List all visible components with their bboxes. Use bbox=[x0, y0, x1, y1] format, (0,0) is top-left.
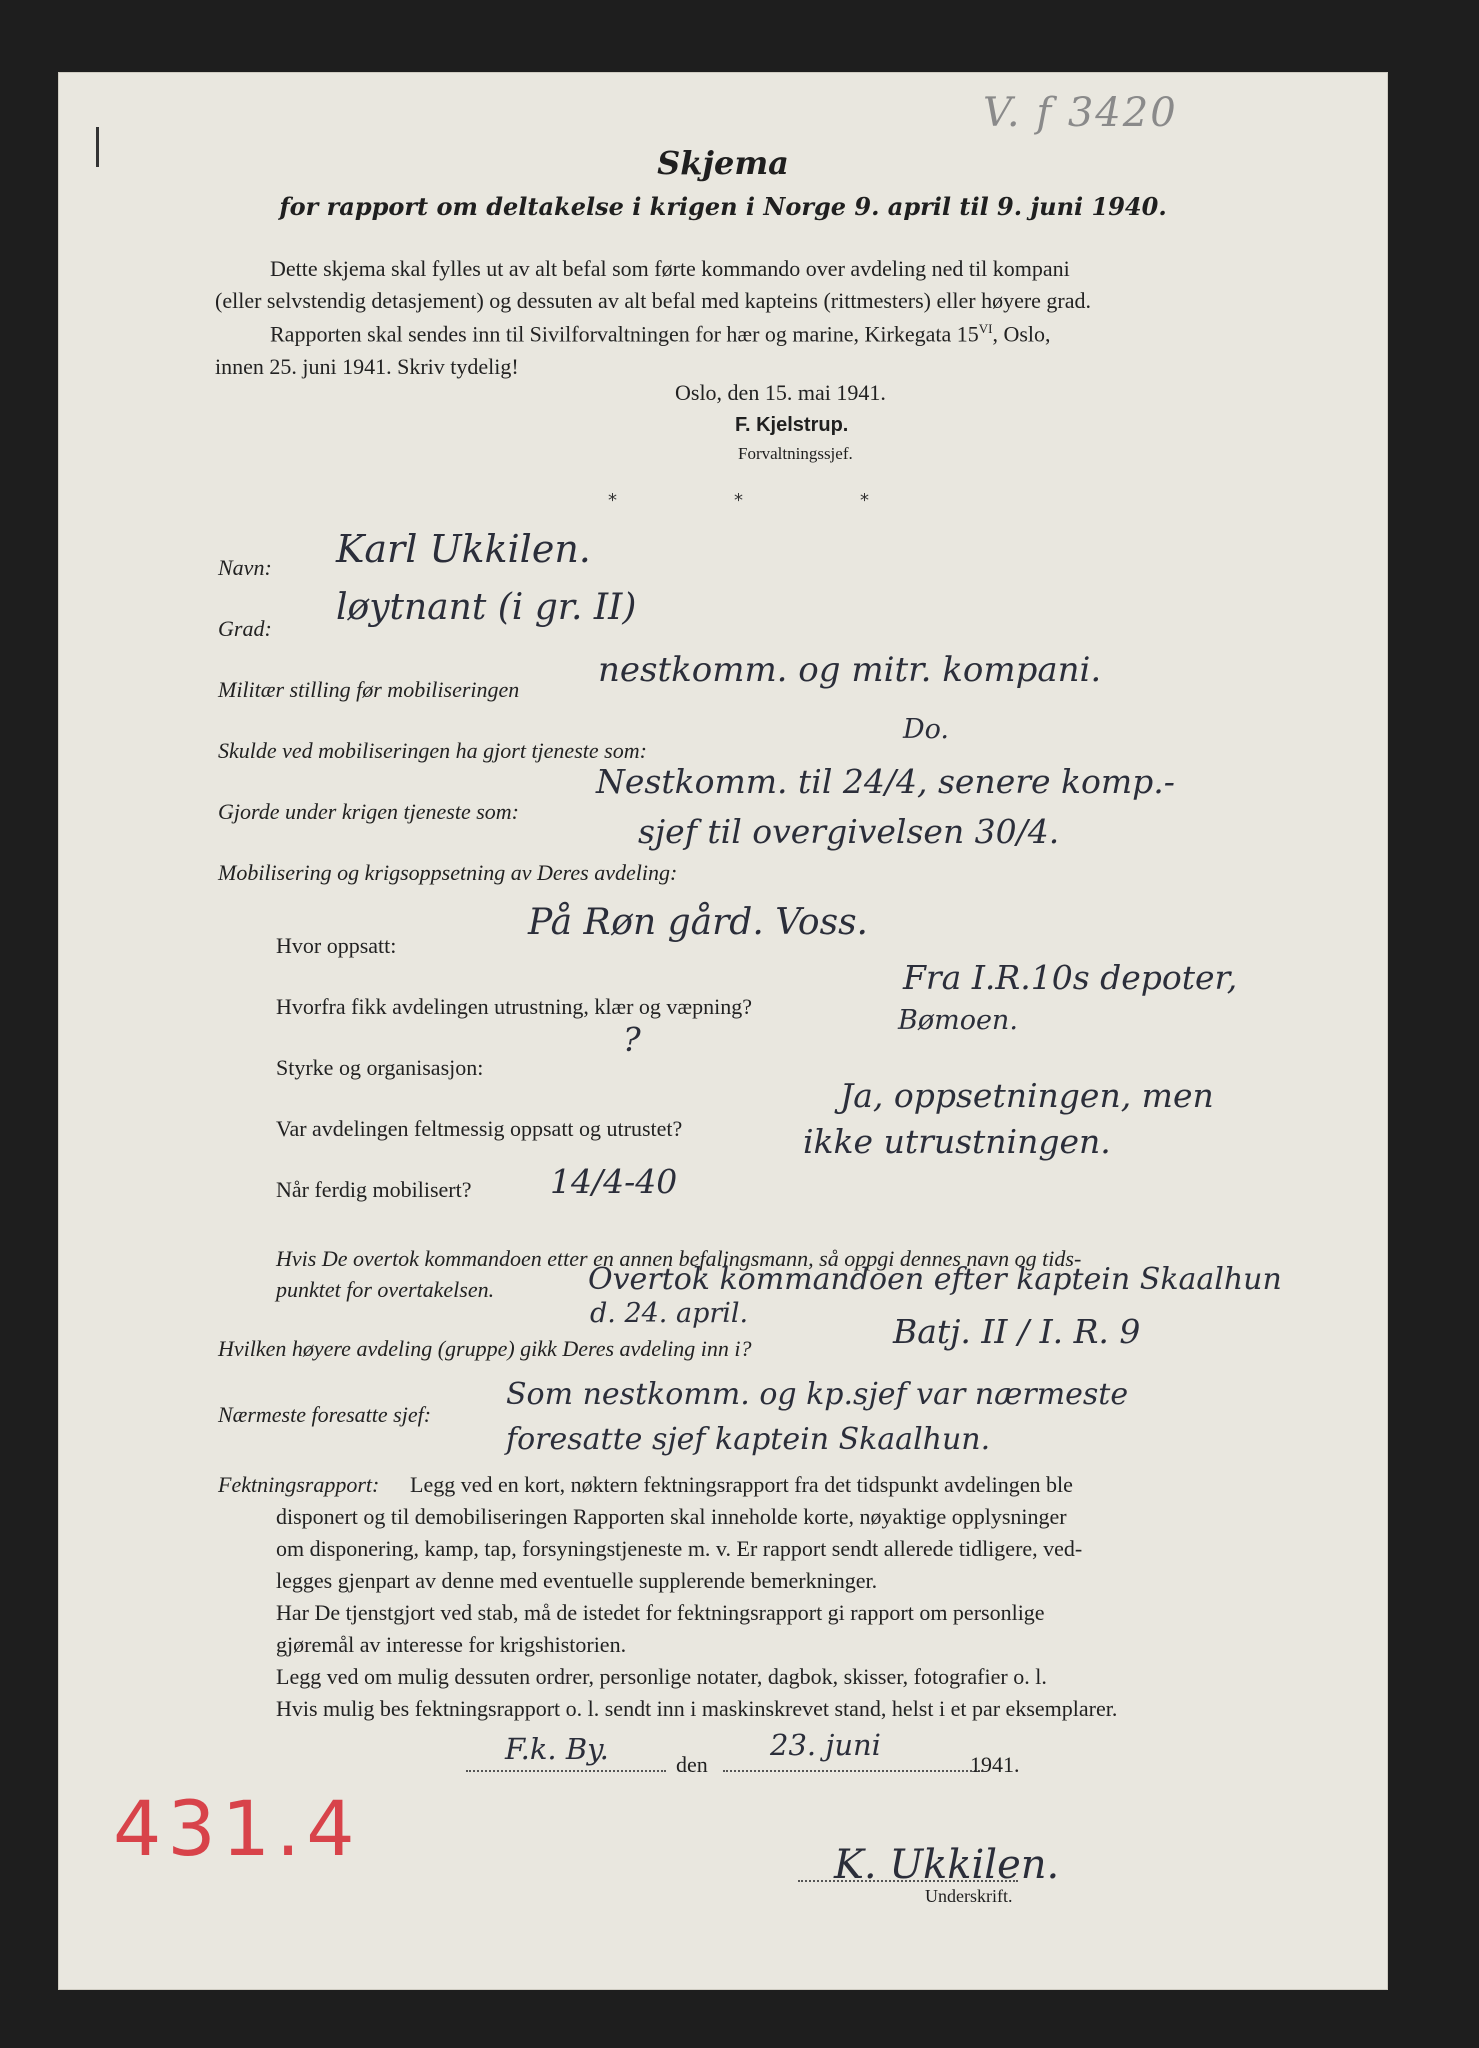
form-subtitle: for rapport om deltakelse i krigen i Norge 9. april til 9. juni 1940. bbox=[279, 192, 1167, 221]
hvilken-label: Hvilken høyere avdeling (gruppe) gikk Deres avdeling inn i? bbox=[218, 1336, 752, 1361]
den-label: den bbox=[676, 1752, 708, 1777]
place-value[interactable]: F.k. By. bbox=[505, 1732, 609, 1766]
date-dotted-line bbox=[723, 1770, 983, 1772]
form-title: Skjema bbox=[657, 144, 789, 182]
underskrift-label: Underskrift. bbox=[925, 1886, 1013, 1906]
fektning-line-2: disponert og til demobiliseringen Rapporten skal inneholde korte, nøyaktige opplysninger bbox=[276, 1504, 1067, 1529]
hvorfra-value-1[interactable]: Fra I.R.10s depoter, bbox=[903, 958, 1238, 997]
intro-line-3: Rapporten skal sendes inn til Sivilforvaltningen for hær og marine, Kirkegata $15^{VI}$, Oslo, bbox=[270, 321, 1051, 347]
signature-dotted-line bbox=[798, 1880, 1018, 1882]
naar-value[interactable]: 14/4-40 bbox=[550, 1162, 678, 1201]
fektning-label: Fektningsrapport: bbox=[218, 1472, 380, 1497]
separator-star: * bbox=[608, 490, 617, 511]
hvor-label: Hvor oppsatt: bbox=[276, 933, 397, 958]
hvis-line-1: Hvis De overtok kommandoen etter en annen befalingsmann, så oppgi dennes navn og tids- bbox=[276, 1246, 1082, 1271]
mobilisering-heading: Mobilisering og krigsoppsetning av Deres avdeling: bbox=[218, 860, 678, 885]
hvorfra-value-2[interactable]: Bømoen. bbox=[898, 1005, 1018, 1036]
naermeste-value-2[interactable]: foresatte sjef kaptein Skaalhun. bbox=[506, 1422, 991, 1457]
intro-line-2: (eller selvstendig detasjement) og dessuten av alt befal med kapteins (rittmesters) eller høyere grad. bbox=[215, 288, 1092, 313]
issuer-role: Forvaltningssjef. bbox=[738, 444, 853, 463]
pencil-annotation: V. f 3420 bbox=[983, 90, 1178, 136]
styrke-label: Styrke og organisasjon: bbox=[276, 1055, 484, 1080]
skulde-label: Skulde ved mobiliseringen ha gjort tjeneste som: bbox=[218, 738, 647, 763]
navn-value[interactable]: Karl Ukkilen. bbox=[336, 527, 591, 571]
separator-star: * bbox=[860, 490, 869, 511]
fektning-line-1: Legg ved en kort, nøktern fektningsrapport fra det tidspunkt avdelingen ble bbox=[410, 1472, 1073, 1497]
naar-label: Når ferdig mobilisert? bbox=[276, 1177, 472, 1202]
intro-line-1: Dette skjema skal fylles ut av alt befal som førte kommando over avdeling ned til kompani bbox=[270, 256, 1070, 281]
issuer-name: F. Kjelstrup. bbox=[735, 414, 849, 436]
gjorde-value-1[interactable]: Nestkomm. til 24/4, senere komp.- bbox=[596, 762, 1175, 801]
hvilken-value[interactable]: Batj. II / I. R. 9 bbox=[893, 1312, 1141, 1351]
naermeste-label: Nærmeste foresatte sjef: bbox=[218, 1402, 432, 1427]
var-value-1[interactable]: Ja, oppsetningen, men bbox=[840, 1076, 1214, 1115]
navn-label: Navn: bbox=[218, 555, 272, 580]
gjorde-value-2[interactable]: sjef til overgivelsen 30/4. bbox=[638, 812, 1060, 851]
hvorfra-label: Hvorfra fikk avdelingen utrustning, klær og væpning? bbox=[276, 994, 752, 1019]
naermeste-value-1[interactable]: Som nestkomm. og kp.sjef var nærmeste bbox=[506, 1377, 1129, 1412]
styrke-value[interactable]: ? bbox=[623, 1020, 641, 1059]
fektning-line-8: Hvis mulig bes fektningsrapport o. l. sendt inn i maskinskrevet stand, helst i et par eksemplarer. bbox=[276, 1696, 1118, 1721]
fektning-line-4: legges gjenpart av denne med eventuelle supplerende bemerkninger. bbox=[276, 1568, 878, 1593]
gjorde-label: Gjorde under krigen tjeneste som: bbox=[218, 799, 520, 824]
signature[interactable]: K. Ukkilen. bbox=[834, 1842, 1060, 1888]
fektning-line-3: om disponering, kamp, tap, forsyningstjeneste m. v. Er rapport sendt allerede tidligere, ved- bbox=[276, 1536, 1083, 1561]
grad-label: Grad: bbox=[218, 616, 272, 641]
hvis-value-2[interactable]: d. 24. april. bbox=[590, 1298, 749, 1329]
place-dotted-line bbox=[466, 1770, 666, 1772]
militaer-label: Militær stilling før mobiliseringen bbox=[218, 677, 520, 702]
fektning-line-5: Har De tjenstgjort ved stab, må de istedet for fektningsrapport gi rapport om personlige bbox=[276, 1600, 1045, 1625]
archive-number: 431.4 bbox=[113, 1784, 361, 1873]
militaer-value[interactable]: nestkomm. og mitr. kompani. bbox=[598, 650, 1102, 690]
hvis-value-1[interactable]: Overtok kommandoen efter kaptein Skaalhun bbox=[588, 1262, 1282, 1297]
hvor-value[interactable]: På Røn gård. Voss. bbox=[528, 902, 868, 943]
year-label: 1941. bbox=[970, 1752, 1020, 1777]
date-value[interactable]: 23. juni bbox=[770, 1728, 881, 1762]
var-label: Var avdelingen feltmessig oppsatt og utrustet? bbox=[276, 1116, 683, 1141]
separator-star: * bbox=[734, 490, 743, 511]
fektning-line-7: Legg ved om mulig dessuten ordrer, personlige notater, dagbok, skisser, fotografier o. l. bbox=[276, 1664, 1047, 1689]
grad-value[interactable]: løytnant (i gr. II) bbox=[336, 587, 637, 628]
skulde-value[interactable]: Do. bbox=[903, 714, 950, 745]
fektning-line-6: gjøremål av interesse for krigshistorien. bbox=[276, 1632, 627, 1657]
document-page bbox=[58, 72, 1388, 1990]
issuer-place-date: Oslo, den 15. mai 1941. bbox=[675, 380, 886, 405]
var-value-2[interactable]: ikke utrustningen. bbox=[803, 1122, 1111, 1161]
hvis-line-2: punktet for overtakelsen. bbox=[276, 1277, 495, 1302]
intro-line-4: innen 25. juni 1941. Skriv tydelig! bbox=[215, 354, 519, 379]
